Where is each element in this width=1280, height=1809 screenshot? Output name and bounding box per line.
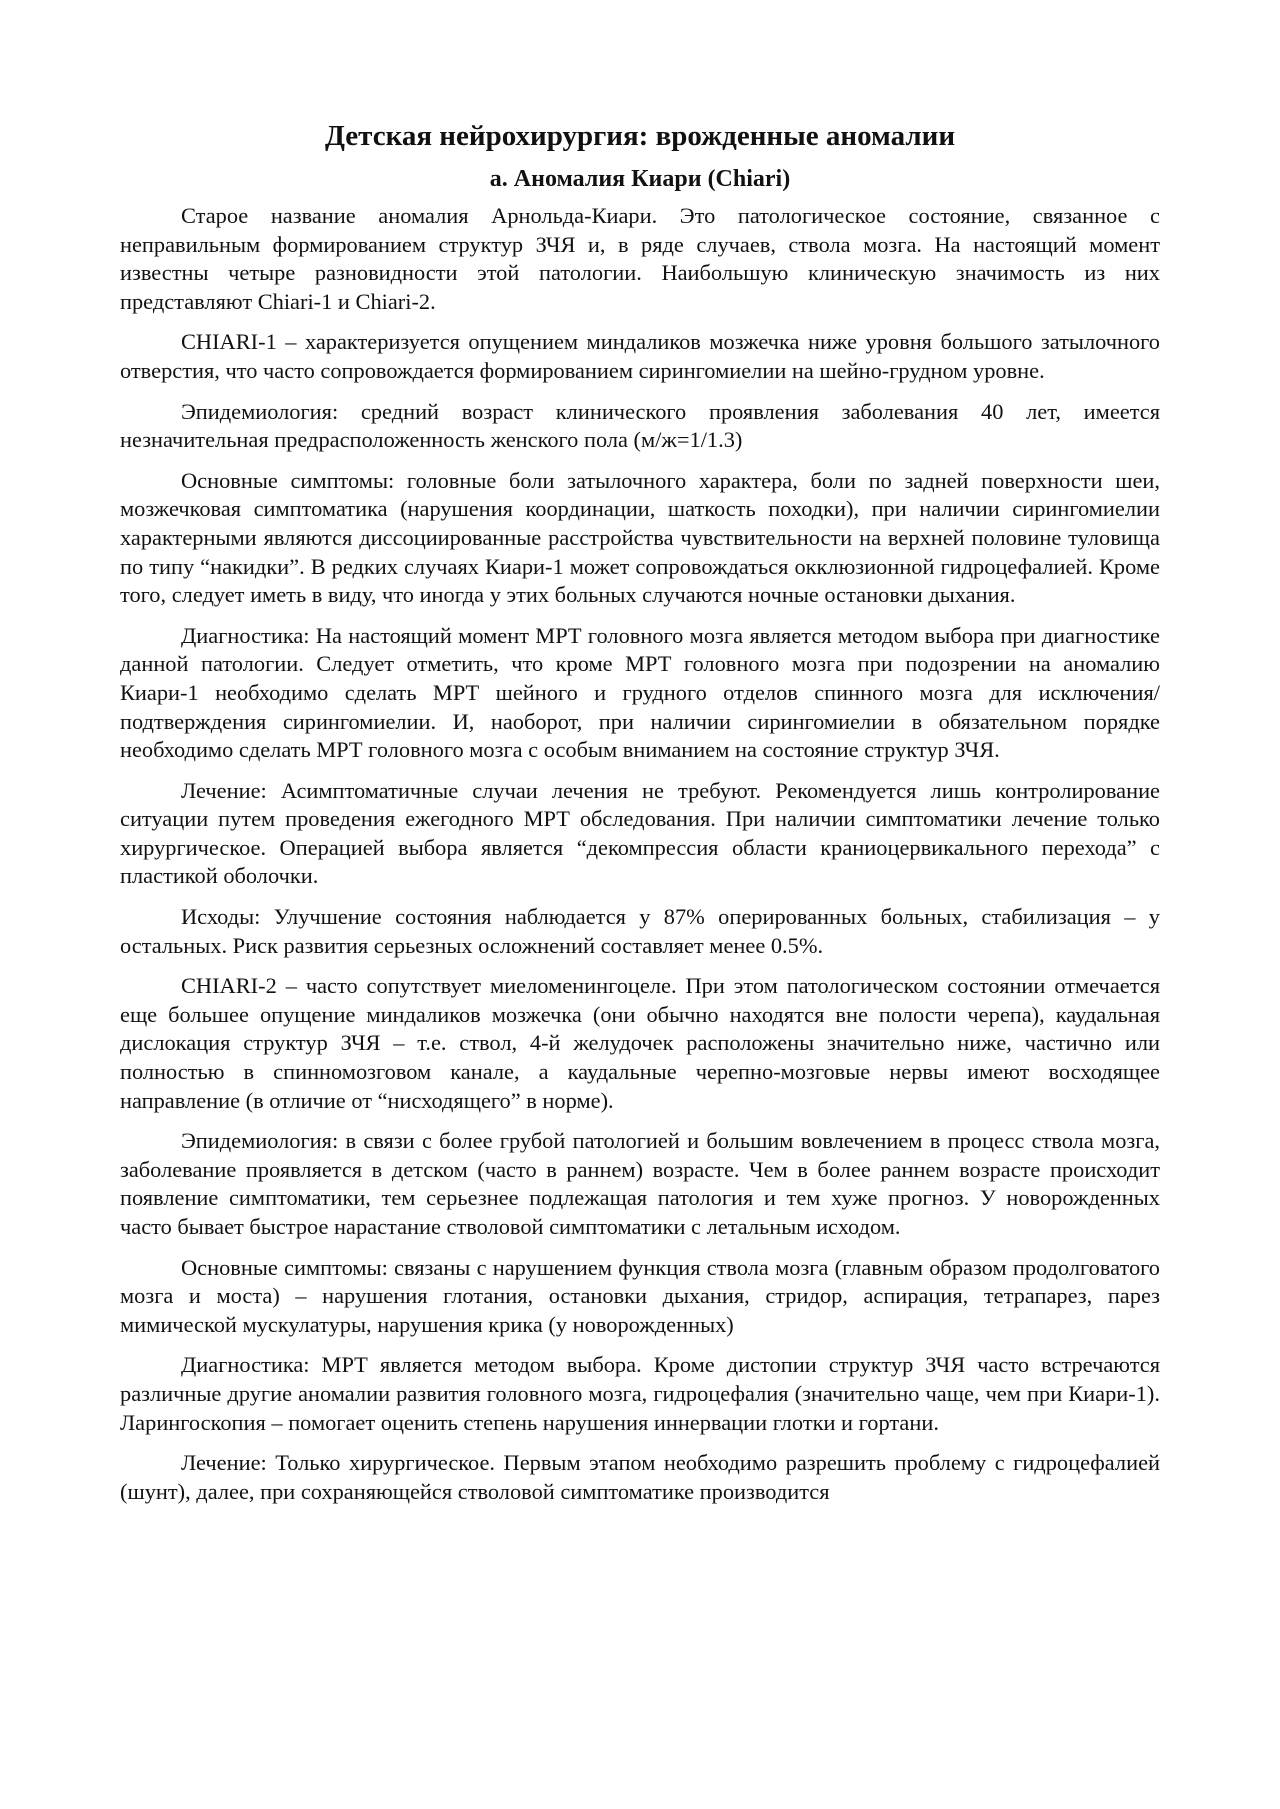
paragraph-chiari2-symptoms: Основные симптомы: связаны с нарушением функция ствола мозга (главным образом продолговатого мозга и моста) – нарушения глотания, остановки дыхания, стридор, аспирация, тетрапарез, парез мимической мускулатуры, нарушения крика (у новорожденных) (120, 1254, 1160, 1337)
paragraph-chiari1-diagnostics: Диагностика: На настоящий момент МРТ головного мозга является методом выбора при диагностике данной патологии. Следует отметить, что кроме МРТ головного мозга при подозрении на аномалию Киари-1 необходимо сделать МРТ шейного и грудного отделов спинного мозга для исключения/подтверждения сирингомиелии. И, наоборот, при наличии сирингомиелии в обязательном порядке необходимо сделать МРТ головного мозга с особым вниманием на состояние структур ЗЧЯ. (120, 622, 1160, 763)
paragraph-chiari1-treatment: Лечение: Асимптоматичные случаи лечения не требуют. Рекомендуется лишь контролирование ситуации путем проведения ежегодного МРТ обследования. При наличии симптоматики лечение только хирургическое. Операцией выбора является “декомпрессия области краниоцервикального перехода” с пластикой оболочки. (120, 777, 1160, 889)
paragraph-chiari1-definition: CHIARI-1 – характеризуется опущением миндаликов мозжечка ниже уровня большого затылочного отверстия, что часто сопровождается формированием сирингомиелии на шейно-грудном уровне. (120, 329, 1160, 383)
paragraph-chiari2-treatment: Лечение: Только хирургическое. Первым этапом необходимо разрешить проблему с гидроцефалией (шунт), далее, при сохраняющейся стволовой симптоматике производится (120, 1450, 1160, 1504)
document-page (120, 118, 1160, 1518)
paragraph-chiari2-diagnostics: Диагностика: МРТ является методом выбора. Кроме дистопии структур ЗЧЯ часто встречаются различные другие аномалии развития головного мозга, гидроцефалия (значительно чаще, чем при Киари-1). Ларингоскопия – помогает оценить степень нарушения иннервации глотки и гортани. (120, 1352, 1160, 1435)
document-title: Детская нейрохирургия: врожденные аномалии (324, 120, 956, 152)
paragraph-chiari1-symptoms: Основные симптомы: головные боли затылочного характера, боли по задней поверхности шеи, мозжечковая симптоматика (нарушения координации, шаткость походки), при наличии сирингомиелии характерными являются диссоциированные расстройства чувствительности на верхней половине туловища по типу “накидки”. В редких случаях Киари-1 может сопровождаться окклюзионной гидроцефалией. Кроме того, следует иметь в виду, что иногда у этих больных случаются ночные остановки дыхания. (120, 467, 1160, 608)
paragraph-chiari1-epidemiology: Эпидемиология: средний возраст клинического проявления заболевания 40 лет, имеется незначительная предрасположенность женского пола (м/ж=1/1.3) (120, 398, 1160, 453)
paragraph-chiari1-outcomes: Исходы: Улучшение состояния наблюдается у 87% оперированных больных, стабилизация – у остальных. Риск развития серьезных осложнений составляет менее 0.5%. (120, 904, 1160, 958)
paragraph-intro: Старое название аномалия Арнольда-Киари. Это патологическое состояние, связанное с неправильным формированием структур ЗЧЯ и, в ряде случаев, ствола мозга. На настоящий момент известны четыре разновидности этой патологии. Наибольшую клиническую значимость из них представляют Chiari-1 и Chiari-2. (120, 203, 1160, 314)
section-title: а. Аномалия Киари (Chiari) (489, 166, 791, 192)
paragraph-chiari2-definition: CHIARI-2 – часто сопутствует миеломенингоцеле. При этом патологическом состоянии отмечается еще большее опущение миндаликов мозжечка (они обычно находятся вне полости черепа), каудальная дислокация структур ЗЧЯ – т.е. ствол, 4-й желудочек расположены значительно ниже, частично или полностью в спинномозговом канале, а каудальные черепно-мозговые нервы имеют восходящее направление (в отличие от “нисходящего” в норме). (120, 973, 1160, 1113)
paragraph-chiari2-epidemiology: Эпидемиология: в связи с более грубой патологией и большим вовлечением в процесс ствола мозга, заболевание проявляется в детском (часто в раннем) возрасте. Чем в более раннем возрасте происходит появление симптоматики, тем серьезнее подлежащая патология и тем хуже прогноз. У новорожденных часто бывает быстрое нарастание стволовой симптоматики с летальным исходом. (120, 1128, 1160, 1239)
